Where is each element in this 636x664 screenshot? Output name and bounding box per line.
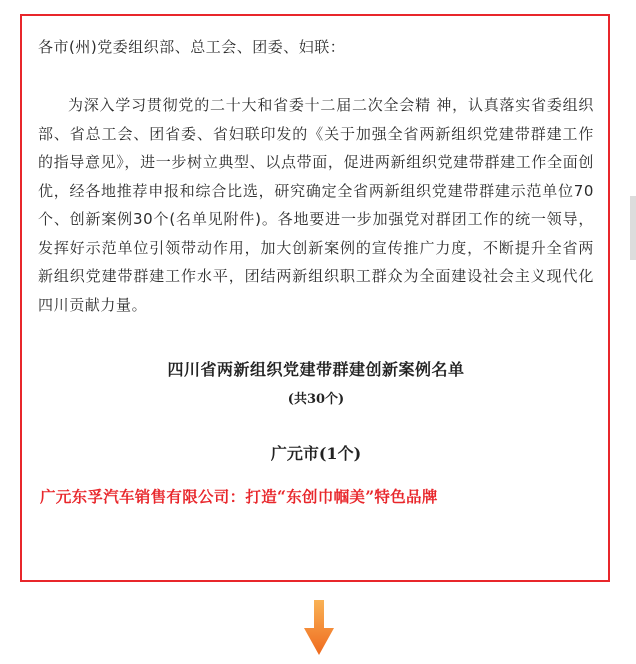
down-arrow-icon[interactable] [303, 600, 335, 656]
list-title: 四川省两新组织党建带群建创新案例名单 [167, 360, 465, 379]
list-count: (共30个) [287, 392, 345, 407]
side-scroll-tab[interactable] [630, 196, 636, 260]
notice-body: 为深入学习贯彻党的二十大和省委十二届二次全会精 神，认真落实省委组织部、省总工会、团省委、省妇联印发的《关于加强全省两新组织党建带群建工作的指导意见》，进一步树立典型、以点带面，促进两新组织党建带群建工作全面创优，经各地推荐申报和综合比选，研究确定全省两新组织党建带群建示范单位70个、创新案例30个(名单见附件)。各地要进一步加强党对群团工作的统一领导，发挥好示范单位引领带动作用，加大创新案例的宣传推广力度，不断提升全省两新组织党建带群建工作水平，团结两新组织职工群众为全面建设社会主义现代化四川贡献力量。 [38, 96, 594, 314]
case-item: 广元东孚汽车销售有限公司：打造“东创巾帼美”特色品牌 [40, 487, 438, 506]
city-heading: 广元市(1个) [270, 444, 362, 463]
salutation: 各市(州)党委组织部、总工会、团委、妇联： [38, 38, 346, 56]
notice-frame [20, 14, 610, 582]
